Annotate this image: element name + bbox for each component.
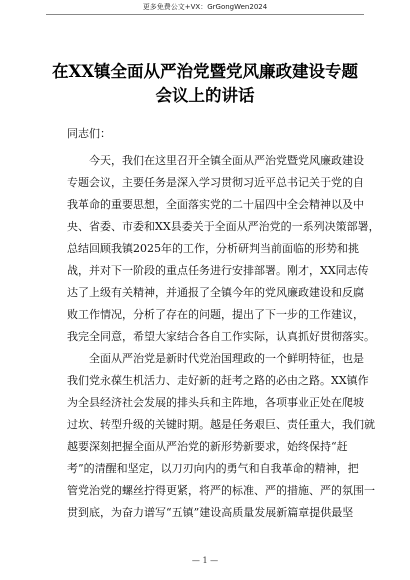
paragraph-line: 央、省委、市委和XX县委关于全面从严治党的一系列决策部署， — [67, 220, 380, 233]
paragraph-line: 考”的清醒和坚定，以刀刃向内的勇气和自我革命的精神，把 — [67, 462, 359, 475]
paragraph-line: 贯到底，为奋力谱写“五镇”建设高质量发展新篇章提供最坚 — [67, 506, 354, 519]
paragraph-line: 专题会议，主要任务是深入学习贯彻习近平总书记关于党的自 — [67, 176, 364, 189]
paragraph-line: 我们党永葆生机活力、走好新的赶考之路的必由之路。XX镇作 — [67, 374, 369, 387]
page-number: — 1 — — [191, 556, 219, 565]
paragraph-line: 全面从严治党是新时代党治国理政的一个鲜明特征，也是 — [89, 352, 364, 365]
paragraph-line: 越要深刻把握全面从严治党的新形势新要求，始终保持“赶 — [67, 440, 348, 453]
document-title: 在XX镇全面从严治党暨党风廉政建设专题会议上的讲话 — [51, 62, 359, 105]
paragraph-line: 为全县经济社会发展的排头兵和主阵地，各项事业正处在爬坡 — [67, 396, 364, 409]
paragraph-line: 过坎、转型升级的关键时期。越是任务艰巨、责任重大，我们就 — [67, 418, 375, 431]
paragraph-line: 我革命的重要思想，全面落实党的二十届四中全会精神以及中 — [67, 198, 364, 211]
page-header-text: 更多免费公文+VX：GrGongWen2024 — [142, 3, 268, 11]
paragraph-line: 今天，我们在这里召开全镇全面从严治党暨党风廉政建设 — [89, 154, 364, 167]
paragraph-line: 败工作情况，分析了存在的问题，提出了下一步的工作建议， — [67, 308, 364, 321]
paragraph-line: 达了上级有关精神，并通报了全镇今年的党风廉政建设和反腐 — [67, 286, 364, 299]
paragraph-line: 战，并对下一阶段的重点任务进行安排部署。刚才，XX同志传 — [67, 264, 369, 277]
paragraph-line: 我完全同意，希望大家结合各自工作实际，认真抓好贯彻落实。 — [67, 330, 375, 343]
paragraph-line: 总结回顾我镇2025年的工作，分析研判当前面临的形势和挑 — [67, 242, 359, 255]
header-divider — [46, 14, 364, 15]
salutation: 同志们： — [67, 127, 111, 140]
paragraph-line: 管党治党的螺丝拧得更紧，将严的标准、严的措施、严的氛围一 — [67, 484, 375, 497]
